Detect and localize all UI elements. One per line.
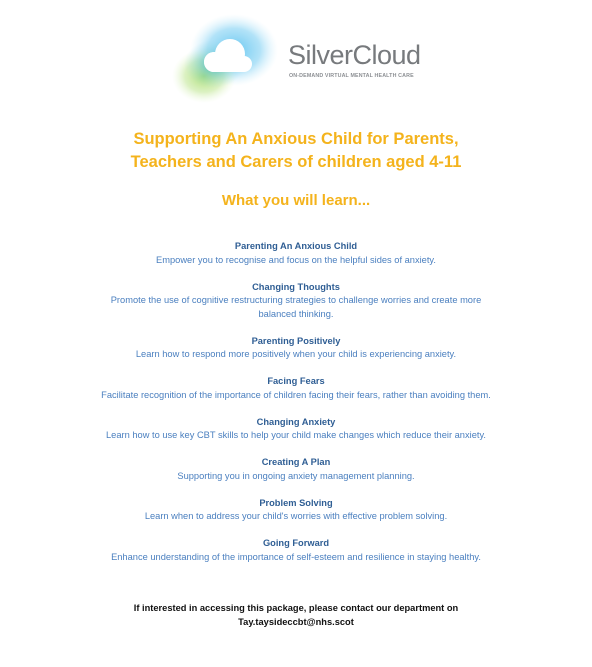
page-subtitle: What you will learn... <box>221 192 371 209</box>
contact-text: If interested in accessing this package, please contact our department on <box>133 603 459 613</box>
section-parenting-an-anxious-child <box>80 240 512 267</box>
cloud-logo-icon <box>170 14 280 104</box>
section-title: Problem Solving <box>259 497 333 508</box>
section-description: Supporting you in ongoing anxiety management planning. <box>177 470 415 481</box>
title-line-1: Supporting An Anxious Child for Parents, <box>133 130 459 148</box>
learning-sections <box>80 240 512 578</box>
section-creating-a-plan <box>80 456 512 483</box>
section-facing-fears <box>80 375 512 402</box>
section-title: Parenting An Anxious Child <box>234 241 358 251</box>
section-title: Changing Thoughts <box>252 281 340 292</box>
contact-info <box>0 601 592 629</box>
section-description: Facilitate recognition of the importance of children facing their fears, rather than avoiding them. <box>101 389 491 400</box>
section-changing-anxiety <box>80 416 512 443</box>
section-description: Enhance understanding of the importance of self-esteem and resilience in staying healthy. <box>111 551 481 562</box>
section-description: Empower you to recognise and focus on the helpful sides of anxiety. <box>156 254 436 265</box>
contact-email[interactable]: Tay.taysideccbt@nhs.scot <box>238 617 354 627</box>
section-title: Parenting Positively <box>251 335 341 346</box>
section-title: Going Forward <box>262 538 330 548</box>
section-description: Learn how to respond more positively when your child is experiencing anxiety. <box>135 349 457 359</box>
section-title: Facing Fears <box>267 376 325 386</box>
logo-wordmark: SilverCloud <box>288 40 421 70</box>
section-title: Changing Anxiety <box>256 416 336 427</box>
section-going-forward <box>80 537 512 564</box>
section-description: Learn how to use key CBT skills to help your child make changes which reduce their anxiety. <box>106 430 486 440</box>
section-description: Promote the use of cognitive restructuring strategies to challenge worries and create more balanced thinking. <box>110 295 482 319</box>
section-title: Creating A Plan <box>261 457 331 467</box>
section-parenting-positively <box>80 335 512 362</box>
silvercloud-logo <box>170 14 440 104</box>
title-line-2: Teachers and Carers of children aged 4-11 <box>130 153 462 171</box>
logo-tagline: ON-DEMAND VIRTUAL MENTAL HEALTH CARE <box>289 73 414 79</box>
section-changing-thoughts <box>80 281 512 322</box>
page-title <box>0 128 592 174</box>
section-description: Learn when to address your child's worries with effective problem solving. <box>144 511 448 521</box>
section-problem-solving <box>80 497 512 524</box>
